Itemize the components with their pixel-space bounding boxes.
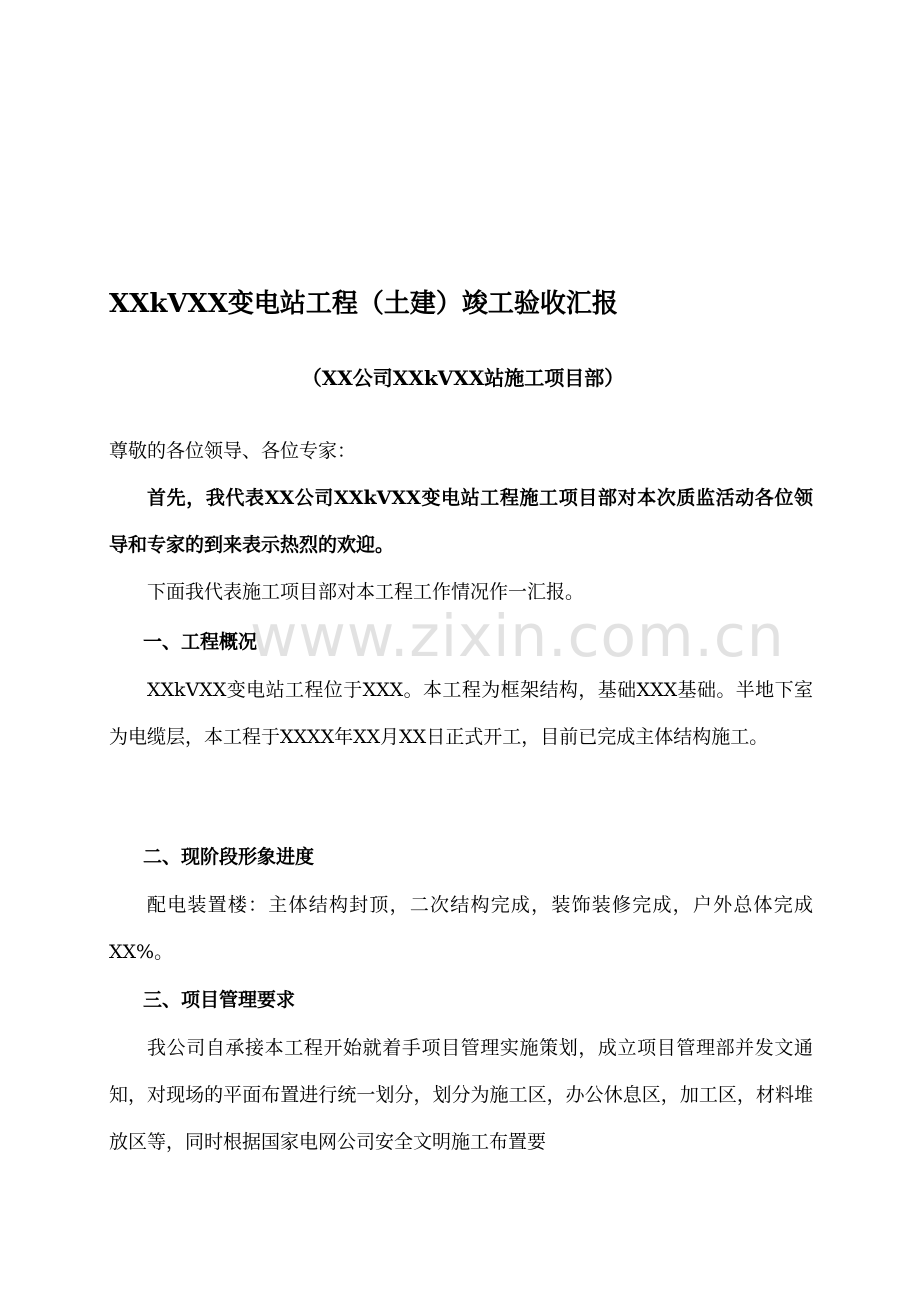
section-text-progress: 配电装置楼：主体结构封顶，二次结构完成，装饰装修完成，户外总体完成XX%。 bbox=[109, 894, 813, 963]
salutation: 尊敬的各位领导、各位专家： bbox=[109, 440, 357, 462]
document-subtitle: （XX公司XXkVXX站施工项目部） bbox=[301, 366, 625, 390]
intro-paragraph bbox=[109, 569, 813, 616]
intro-text: 下面我代表施工项目部对本工程工作情况作一汇报。 bbox=[147, 581, 585, 603]
section-body-management bbox=[109, 1025, 813, 1166]
document-title: XXkVXX变电站工程（土建）竣工验收汇报 bbox=[109, 289, 618, 319]
section-body-overview bbox=[109, 667, 813, 761]
section-heading-management: 三、项目管理要求 bbox=[143, 989, 296, 1011]
section-text-overview: XXkVXX变电站工程位于XXX。本工程为框架结构，基础XXX基础。半地下室为电缆层，本工程于XXXX年XX月XX日正式开工，目前已完成主体结构施工。 bbox=[109, 679, 813, 748]
section-text-management: 我公司自承接本工程开始就着手项目管理实施策划，成立项目管理部并发文通知，对现场的平面布置进行统一划分，划分为施工区，办公休息区，加工区，材料堆放区等，同时根据国家电网公司安全文明施工布置要 bbox=[109, 1037, 813, 1153]
watermark-text: www.zixin.com.cn bbox=[250, 602, 785, 670]
section-heading-progress: 二、现阶段形象进度 bbox=[143, 846, 315, 868]
section-body-progress bbox=[109, 882, 813, 976]
welcome-paragraph bbox=[109, 475, 813, 569]
welcome-text: 首先，我代表XX公司XXkVXX变电站工程施工项目部对本次质监活动各位领导和专家的到来表示热烈的欢迎。 bbox=[109, 487, 813, 556]
section-heading-overview: 一、工程概况 bbox=[143, 631, 258, 653]
